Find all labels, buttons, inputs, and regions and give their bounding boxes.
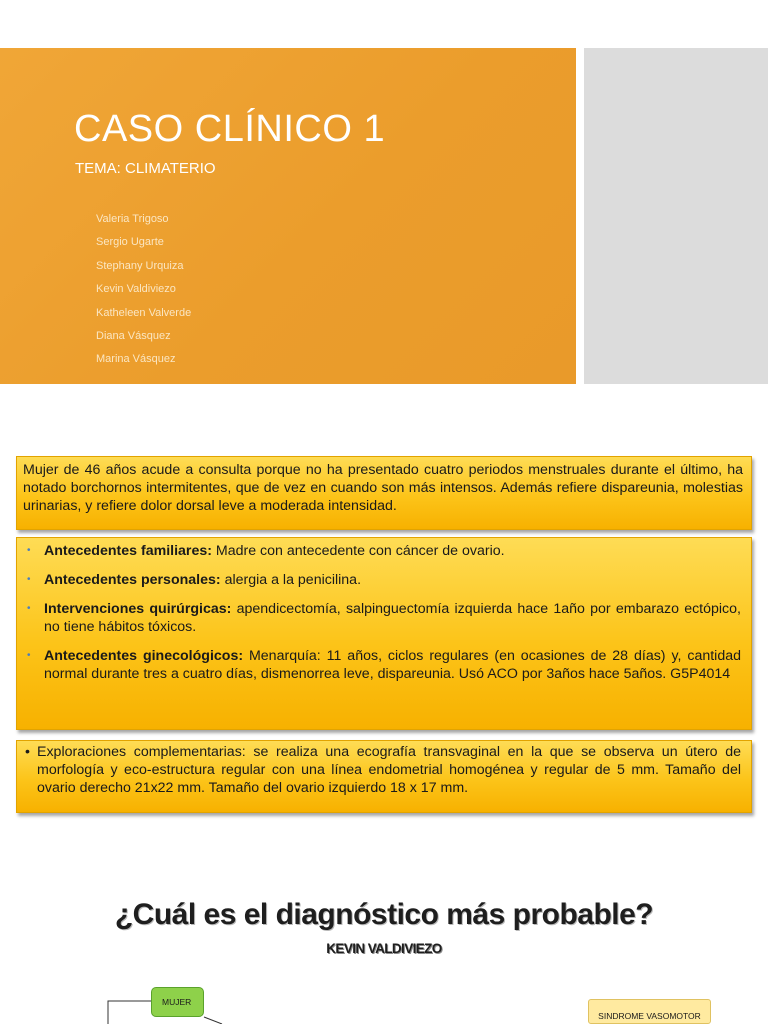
page-title: CASO CLÍNICO 1 [74,108,386,150]
author-name: Katheleen Valverde [96,306,192,319]
author-name: Kevin Valdiviezo [96,283,176,296]
bullet-icon: • [25,744,30,760]
author-list [96,212,191,376]
presenter-name: KEVIN VALDIVIEZO [326,941,442,956]
item-label: Antecedentes ginecológicos: [44,648,244,664]
exploraciones-box [16,740,752,813]
slide-subtitle: TEMA: CLIMATERIO [75,160,216,177]
author-name: Stephany Urquiza [96,259,184,272]
antecedentes-list [27,542,741,683]
author-name: Marina Vásquez [96,353,176,366]
diagram-node-mujer: MUJER [151,987,204,1017]
exploraciones-text: Exploraciones complementarias: se realiza una ecografía transvaginal en la que se observa un útero de morfología y eco-estructura regular con una línea endometrial homogénea y regular de 5 mm. Tamaño del ovario derecho 21x22 mm. Tamaño del ovario izquierdo 18 x 17 mm. [37,744,741,796]
author-name: Sergio Ugarte [96,236,164,249]
diagram-node-sindrome-vasomotor: SINDROME VASOMOTOR [588,999,711,1024]
item-text: alergia a la penicilina. [220,572,362,588]
item-text: Madre con antecedente con cáncer de ovario. [211,543,505,559]
decorative-side-panel [584,48,768,384]
title-panel [0,48,576,384]
connector-line [204,1017,222,1024]
list-item [27,542,741,560]
author-name: Diana Vásquez [96,329,171,342]
item-label: Intervenciones quirúrgicas: [44,601,232,617]
list-item [27,647,741,683]
title-slide [0,48,768,384]
list-item [27,600,741,636]
author-name: Valeria Trigoso [96,213,169,225]
case-description-box [16,456,752,530]
item-label: Antecedentes familiares: [44,543,212,559]
item-text: Menarquía: 11 años, ciclos regulares (en ocasiones de 28 días) y, cantidad normal durante tres a cuatro días, dismenorrea leve, dispareunia. Usó ACO por 3años hace 5años. G5P4014 [44,648,741,682]
item-text: apendicectomía, salpinguectomía izquierda hace 1año por embarazo ectópico, no tiene hábitos tóxicos. [44,601,741,635]
item-label: Antecedentes personales: [44,572,221,588]
antecedentes-box [16,537,752,730]
list-item [27,571,741,589]
connector-line [108,1001,151,1024]
question-heading: ¿Cuál es el diagnóstico más probable? [114,898,654,931]
case-description: Mujer de 46 años acude a consulta porque no ha presentado cuatro periodos menstruales durante el último, ha notado borchornos intermitentes, que de vez en cuando son más intensos. Además refiere dispareunia, molestias urinarias, y refiere dolor dorsal leve a moderada intensidad. [23,462,743,514]
